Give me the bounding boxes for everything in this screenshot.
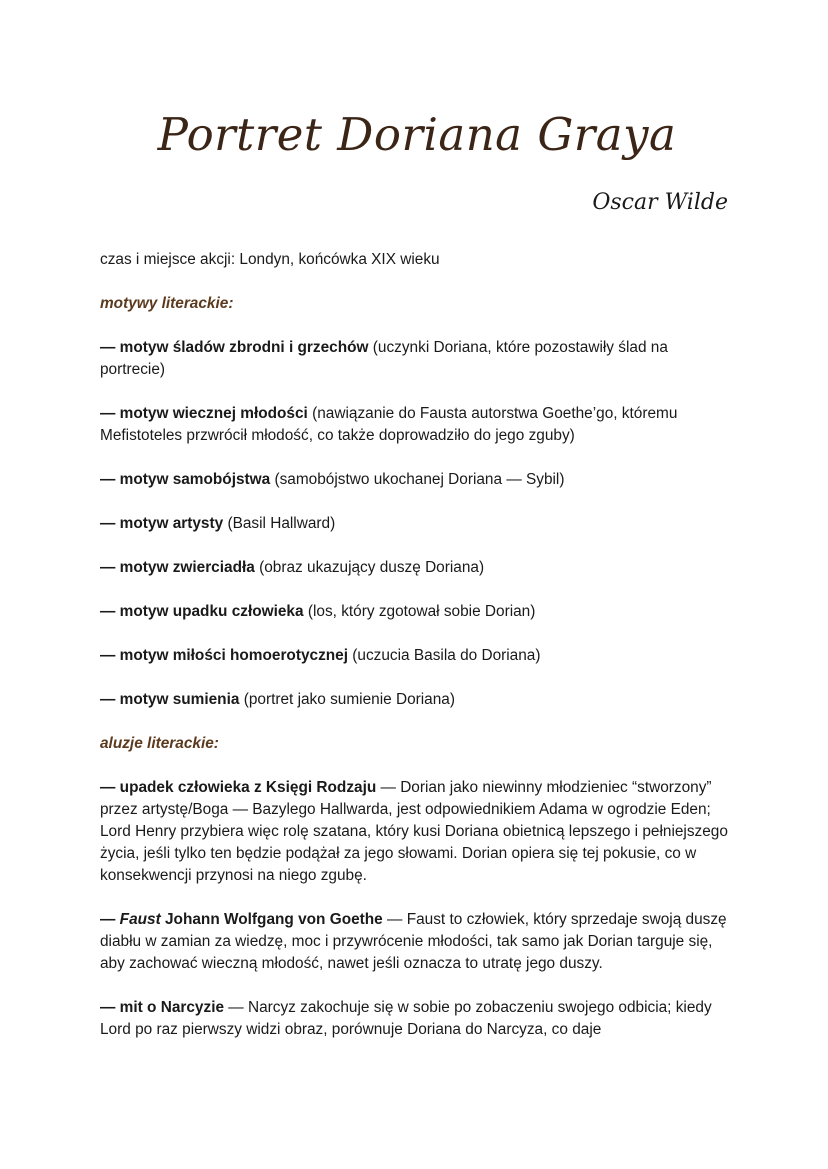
allusion-desc: — Dorian jako niewinny młodzieniec “stworzony” przez artystę/Boga — Bazylego Hallwarda, jest odpowiednikiem Adama w ogrodzie Eden; Lord Henry przybiera więc rolę szatana, który kusi Doriana obietnicą lepszego i pełniejszego życia, jeśli tylko ten będzie podążał za jego słowami. Dorian opiera się tej pokusie, co w konsekwencji przynosi na niego zgubę. xyxy=(100,779,728,884)
intro-line: czas i miejsce akcji: Londyn, końcówka XIX wieku xyxy=(100,251,440,268)
motif-term: motyw śladów zbrodni i grzechów xyxy=(119,339,369,356)
motif-desc: (los, który zgotował sobie Dorian) xyxy=(303,603,536,620)
motif-desc: (obraz ukazujący duszę Doriana) xyxy=(254,559,485,576)
motif-term: motyw sumienia xyxy=(119,691,240,708)
motif-term: motyw upadku człowieka xyxy=(119,603,304,620)
document-title: Portret Doriana Graya xyxy=(157,108,677,161)
motif-item: — motyw artysty (Basil Hallward) xyxy=(100,515,336,532)
allusions-heading: aluzje literackie: xyxy=(100,735,219,752)
motif-item: — motyw miłości homoerotycznej (uczucia Basila do Doriana) xyxy=(100,647,541,664)
allusion-term-italic: Faust xyxy=(119,911,161,928)
motif-term: motyw miłości homoerotycznej xyxy=(119,647,349,664)
motif-desc: (Basil Hallward) xyxy=(223,515,336,532)
motif-term: motyw wiecznej młodości xyxy=(119,405,308,422)
motif-term: motyw artysty xyxy=(119,515,224,532)
motif-item: — motyw upadku człowieka (los, który zgotował sobie Dorian) xyxy=(100,603,536,620)
motif-item: — motyw sumienia (portret jako sumienie Doriana) xyxy=(100,691,455,708)
document-author: Oscar Wilde xyxy=(592,190,728,215)
motif-term: motyw zwierciadła xyxy=(119,559,255,576)
motif-desc: (samobójstwo ukochanej Doriana — Sybil) xyxy=(270,471,565,488)
motif-term: motyw samobójstwa xyxy=(119,471,271,488)
allusion-term: Johann Wolfgang von Goethe xyxy=(160,911,383,928)
allusion-term: upadek człowieka z Księgi Rodzaju xyxy=(119,779,377,796)
motifs-heading: motywy literackie: xyxy=(100,295,234,312)
allusion-desc: — Narcyz zakochuje się w sobie po zobaczeniu swojego odbicia; kiedy Lord po raz pierwszy widzi obraz, porównuje Doriana do Narcyza, co daje xyxy=(100,999,712,1038)
motif-desc: (uczynki Doriana, które pozostawiły ślad na portrecie) xyxy=(100,339,668,378)
allusion-item: — upadek człowieka z Księgi Rodzaju — Dorian jako niewinny młodzieniec “stworzony” przez artystę/Boga — Bazylego Hallwarda, jest odpowiednikiem Adama w ogrodzie Eden; Lord Henry przybiera więc rolę szatana, który kusi Doriana obietnicą lepszego i pełniejszego życia, jeśli tylko ten będzie podążał za jego słowami. Dorian opiera się tej pokusie, co w konsekwencji przynosi na niego zgubę. xyxy=(100,779,728,884)
motif-desc: (nawiązanie do Fausta autorstwa Goethe’go, któremu Mefistoteles przwrócił młodość, co także doprowadziło do jego zguby) xyxy=(100,405,678,444)
allusion-item: — mit o Narcyzie — Narcyz zakochuje się w sobie po zobaczeniu swojego odbicia; kiedy Lord po raz pierwszy widzi obraz, porównuje Doriana do Narcyza, co daje xyxy=(100,999,712,1038)
allusion-desc: — Faust to człowiek, który sprzedaje swoją duszę diabłu w zamian za wiedzę, moc i przywrócenie młodości, tak samo jak Dorian targuje się, aby zachować wieczną młodość, nawet jeśli oznacza to utratę jego duszy. xyxy=(100,911,727,972)
motif-item: — motyw samobójstwa (samobójstwo ukochanej Doriana — Sybil) xyxy=(100,471,565,488)
motif-item: — motyw zwierciadła (obraz ukazujący duszę Doriana) xyxy=(100,559,485,576)
motif-item: — motyw wiecznej młodości (nawiązanie do Fausta autorstwa Goethe’go, któremu Mefistoteles przwrócił młodość, co także doprowadziło do jego zguby) xyxy=(100,405,678,444)
motif-desc: (portret jako sumienie Doriana) xyxy=(239,691,455,708)
document-body xyxy=(100,249,730,1063)
allusion-item: — Faust Johann Wolfgang von Goethe — Faust to człowiek, który sprzedaje swoją duszę diabłu w zamian za wiedzę, moc i przywrócenie młodości, tak samo jak Dorian targuje się, aby zachować wieczną młodość, nawet jeśli oznacza to utratę jego duszy. xyxy=(100,911,727,972)
motif-item: — motyw śladów zbrodni i grzechów (uczynki Doriana, które pozostawiły ślad na portrecie) xyxy=(100,339,668,378)
allusion-term: mit o Narcyzie xyxy=(119,999,225,1016)
motif-desc: (uczucia Basila do Doriana) xyxy=(348,647,541,664)
